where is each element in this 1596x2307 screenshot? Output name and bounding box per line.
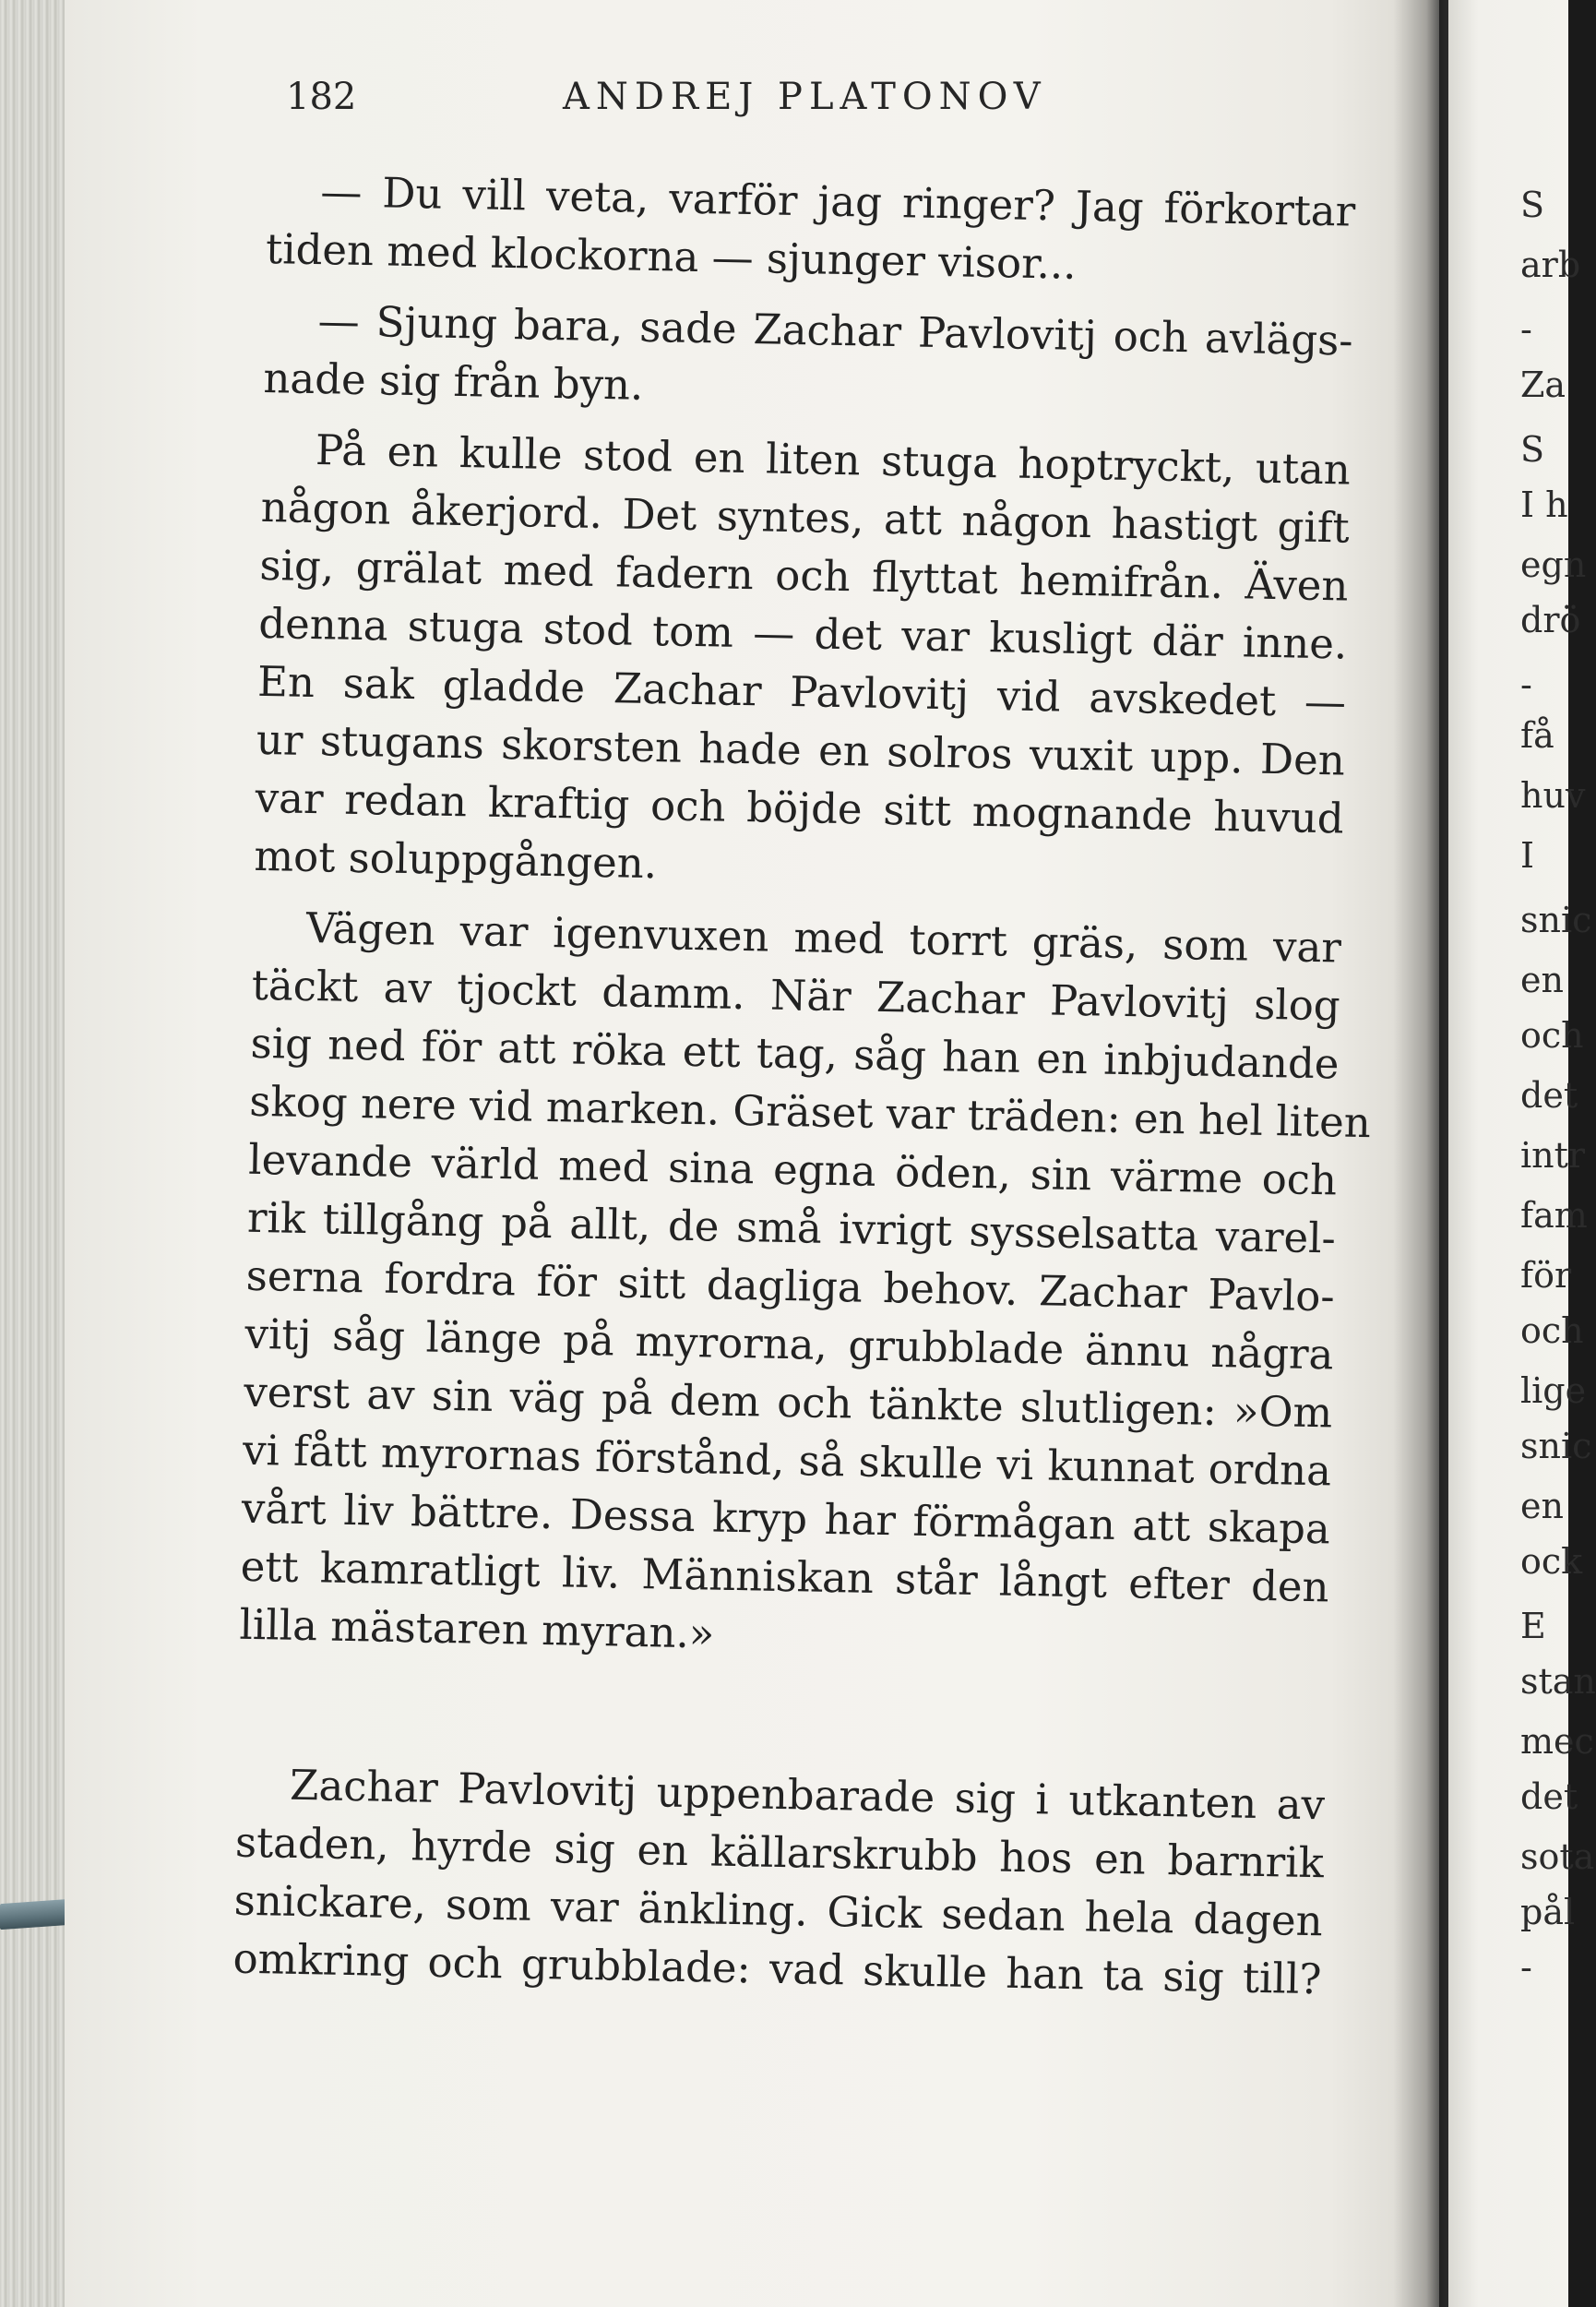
paragraph: [266, 161, 1356, 299]
next-page-fragment: och: [1520, 1015, 1584, 1056]
book-gutter: [1393, 0, 1448, 2307]
text-line: — Sjung bara, sade Zachar Pavlovitj och avlägs-: [317, 296, 1353, 365]
next-page-fragment: egn: [1520, 544, 1587, 585]
text-line: verst av sin väg på dem och tänkte slutligen: »Om: [243, 1367, 1333, 1438]
text-line: vitj såg länge på myrorna, grubblade ännu några: [244, 1309, 1334, 1380]
text-line: staden, hyrde sig en källarskrubb hos en barnrik: [234, 1817, 1325, 1888]
text-line: denna stuga stod tom — det var kusligt där inne.: [257, 598, 1348, 669]
running-head: [286, 76, 1116, 131]
next-page-fragment: det: [1520, 1776, 1578, 1817]
body-text: [232, 161, 1372, 2008]
text-line: En sak gladde Zachar Pavlovitj vid avskedet —: [256, 656, 1347, 727]
next-page-fragment: intr: [1520, 1135, 1586, 1176]
next-page-fragment: få: [1520, 715, 1554, 756]
text-line: — Du vill veta, varför jag ringer? Jag förkortar: [319, 167, 1356, 236]
next-page-fragment: S: [1520, 185, 1545, 225]
next-page-fragment: drö: [1520, 600, 1581, 640]
next-page-fragment: E: [1520, 1606, 1546, 1646]
text-line: På en kulle stod en liten stuga hoptryckt, utan: [315, 425, 1352, 495]
next-page-fragment: lige: [1520, 1370, 1587, 1411]
next-page-fragment: -: [1520, 1947, 1532, 1988]
text-line: täckt av tjockt damm. När Zachar Pavlovitj slog: [251, 960, 1341, 1031]
next-page-fragment: för: [1520, 1255, 1572, 1296]
next-page-fragment: huv: [1520, 775, 1586, 816]
next-page-fragment: fam: [1520, 1195, 1588, 1236]
next-page-fragment: stan: [1520, 1661, 1596, 1702]
text-line: mot soluppgången.: [254, 831, 658, 889]
text-line: tiden med klockorna — sjunger visor...: [265, 223, 1078, 289]
text-line: levande värld med sina egna öden, sin värme och: [247, 1134, 1338, 1205]
text-line: någon åkerjord. Det syntes, att någon hastigt gift: [260, 482, 1351, 553]
text-line: lilla mästaren myran.»: [239, 1599, 715, 1658]
paragraph: [232, 1755, 1326, 2009]
text-line: rik tillgång på allt, de små ivrigt sysselsatta varel-: [246, 1192, 1337, 1263]
next-page-fragment: Za: [1520, 365, 1566, 405]
next-page-fragment: I h: [1520, 484, 1568, 525]
paragraph: [254, 420, 1351, 906]
next-page-fragment: I: [1520, 835, 1535, 876]
text-line: Vägen var igenvuxen med torrt gräs, som var: [305, 902, 1342, 973]
next-page-fragment: snic: [1520, 900, 1592, 940]
page-number: 182: [286, 76, 357, 118]
next-page-fragment: snic: [1520, 1426, 1592, 1466]
text-line: nade sig från byn.: [262, 353, 644, 410]
paragraph: [263, 291, 1353, 428]
next-page-fragment: sota: [1520, 1836, 1595, 1877]
text-line: var redan kraftig och böjde sitt mognande huvud: [255, 772, 1345, 843]
next-page-fragment: -: [1520, 664, 1532, 705]
next-page-fragment: ock: [1520, 1541, 1583, 1582]
next-page-fragment: -: [1520, 309, 1532, 350]
next-page-fragment: och: [1520, 1310, 1584, 1351]
paragraph: [239, 898, 1372, 1675]
next-page-fragment: arb: [1520, 245, 1581, 285]
text-line: sig ned för att röka ett tag, såg han en inbjudande: [250, 1018, 1340, 1089]
text-line: vi fått myrornas förstånd, så skulle vi kunnat ordna: [242, 1425, 1332, 1496]
next-page-fragment: det: [1520, 1075, 1578, 1116]
text-line: vårt liv bättre. Dessa kryp har förmågan att skapa: [241, 1483, 1331, 1554]
text-line: ett kamratligt liv. Människan står långt efter den: [240, 1541, 1330, 1612]
text-line: skog nere vid marken. Gräset var träden: en hel liten: [248, 1076, 1372, 1148]
text-line: serna fordra för sitt dagliga behov. Zachar Pavlo-: [245, 1250, 1336, 1321]
text-line: sig, grälat med fadern och flyttat hemifrån. Även: [259, 540, 1349, 611]
next-page-fragment: mec: [1520, 1721, 1594, 1762]
next-page-fragment: S: [1520, 429, 1545, 470]
next-page-fragment: en: [1520, 1486, 1564, 1526]
next-page-fragment: en: [1520, 960, 1564, 1000]
text-line: snickare, som var änkling. Gick sedan hela dagen: [233, 1875, 1324, 1946]
right-page-sliver: [1448, 0, 1596, 2307]
next-page-fragment: pål: [1520, 1892, 1576, 1932]
running-head-author: ANDREJ PLATONOV: [563, 76, 1047, 118]
text-line: ur stugans skorsten hade en solros vuxit upp. Den: [256, 714, 1346, 785]
text-line: omkring och grubblade: vad skulle han ta sig till?: [232, 1933, 1322, 2004]
text-line: Zachar Pavlovitj uppenbarade sig i utkanten av: [289, 1760, 1326, 1830]
page-edges: [0, 0, 74, 2307]
